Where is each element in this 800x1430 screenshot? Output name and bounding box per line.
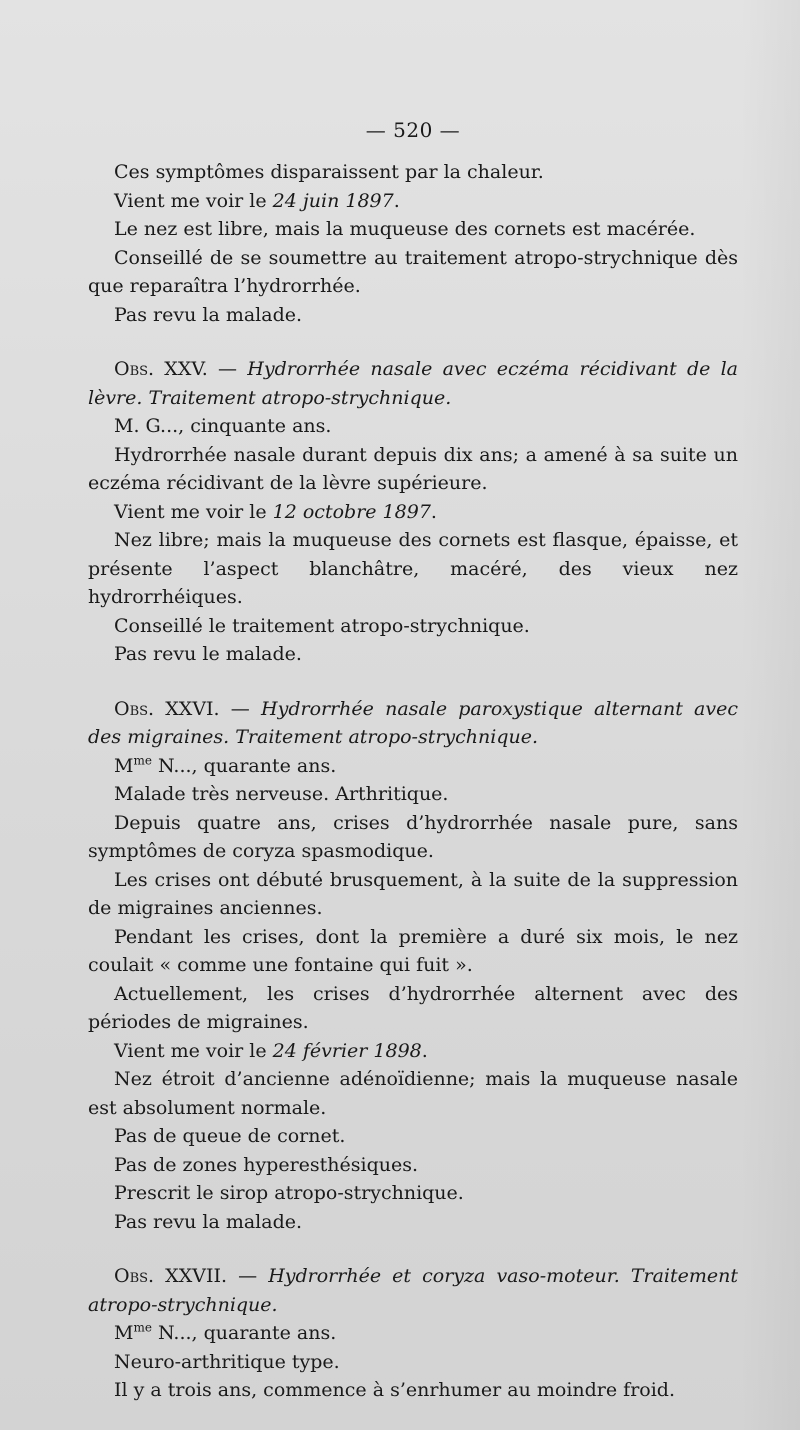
- superscript: me: [133, 1320, 152, 1335]
- paragraph: Nez libre; mais la muqueuse des cornets est flasque, épaisse, et présente l’aspect blanchâtre, macéré, des vieux nez hydrorrhéiques.: [88, 529, 738, 608]
- paragraph: Conseillé le traitement atropo-strychnique.: [114, 614, 530, 637]
- text: M: [114, 754, 134, 777]
- superscript: me: [133, 753, 152, 768]
- text: Vient me voir le: [114, 189, 273, 212]
- observation-title: Hydrorrhée nasale paroxystique alternant avec des migraines. Traitement atropo-strychnique.: [88, 697, 738, 748]
- visit-date: 24 février 1898: [272, 1039, 422, 1062]
- observation-label: Obs. XXVII. —: [114, 1265, 269, 1287]
- continued-observation: [88, 158, 738, 329]
- paragraph-patient: [88, 1319, 738, 1348]
- paragraph: Prescrit le sirop atropo-strychnique.: [114, 1182, 464, 1204]
- observation-xxvii: [88, 1262, 738, 1405]
- paragraph: Nez étroit d’ancienne adénoïdienne; mais la muqueuse nasale est absolument normale.: [88, 1068, 738, 1119]
- text: N..., quarante ans.: [151, 754, 337, 777]
- page-number-text: — 520 —: [365, 118, 461, 142]
- text: .: [421, 1039, 428, 1062]
- page-number: [88, 118, 738, 142]
- paragraph: Pas de zones hyperesthésiques.: [114, 1153, 419, 1176]
- paragraph: Pas revu le malade.: [114, 643, 302, 665]
- paragraph: Pas de queue de cornet.: [114, 1125, 346, 1147]
- paragraph-patient: [88, 752, 738, 781]
- observation-heading: [88, 695, 738, 752]
- paragraph: Il y a trois ans, commence à s’enrhumer au moindre froid.: [114, 1379, 676, 1401]
- observation-title: Hydrorrhée et coryza vaso-moteur. Traitement atropo-strychnique.: [88, 1265, 738, 1316]
- paragraph: Depuis quatre ans, crises d’hydrorrhée nasale pure, sans symptômes de coryza spasmodique.: [88, 811, 738, 862]
- visit-date: 12 octobre 1897: [272, 500, 431, 523]
- observation-heading: [88, 1262, 738, 1319]
- paragraph: Malade très nerveuse. Arthritique.: [114, 783, 449, 805]
- text: Vient me voir le: [114, 1039, 273, 1062]
- visit-date: 24 juin 1897: [272, 189, 394, 212]
- text: N..., quarante ans.: [151, 1322, 337, 1344]
- paragraph: Les crises ont débuté brusquement, à la suite de la suppression de migraines anciennes.: [88, 868, 738, 919]
- observation-xxv: [88, 355, 738, 669]
- paragraph: Actuellement, les crises d’hydrorrhée alternent avec des périodes de migraines.: [88, 982, 738, 1033]
- paragraph: Hydrorrhée nasale durant depuis dix ans; a amené à sa suite un eczéma récidivant de la lèvre supérieure.: [88, 443, 738, 494]
- paragraph: Pas revu la malade.: [114, 303, 303, 326]
- text: .: [430, 500, 437, 523]
- paragraph: Conseillé de se soumettre au traitement atropo-strychnique dès que reparaîtra l’hydrorrhée.: [88, 246, 738, 297]
- observation-xxvi: [88, 695, 738, 1237]
- observation-label: Obs. XXV. —: [114, 358, 248, 380]
- paragraph: M. G..., cinquante ans.: [114, 415, 332, 437]
- observation-heading: [88, 355, 738, 412]
- paragraph-visit: [88, 187, 738, 216]
- paragraph: Ces symptômes disparaissent par la chaleur.: [114, 161, 544, 183]
- paragraph: Neuro-arthritique type.: [114, 1350, 340, 1373]
- observation-title: Hydrorrhée nasale avec eczéma récidivant de la lèvre. Traitement atropo-strychnique.: [88, 358, 738, 409]
- text: M: [114, 1322, 134, 1344]
- paragraph: Le nez est libre, mais la muqueuse des cornets est macérée.: [114, 218, 696, 240]
- text: .: [393, 189, 400, 212]
- paragraph-visit: [88, 498, 738, 527]
- paragraph: Pas revu la malade.: [114, 1210, 303, 1233]
- paragraph: Pendant les crises, dont la première a duré six mois, le nez coulait « comme une fontaine qui fuit ».: [88, 925, 738, 976]
- text: Vient me voir le: [114, 500, 273, 523]
- paragraph-visit: [88, 1037, 738, 1066]
- observation-label: Obs. XXVI. —: [114, 697, 262, 720]
